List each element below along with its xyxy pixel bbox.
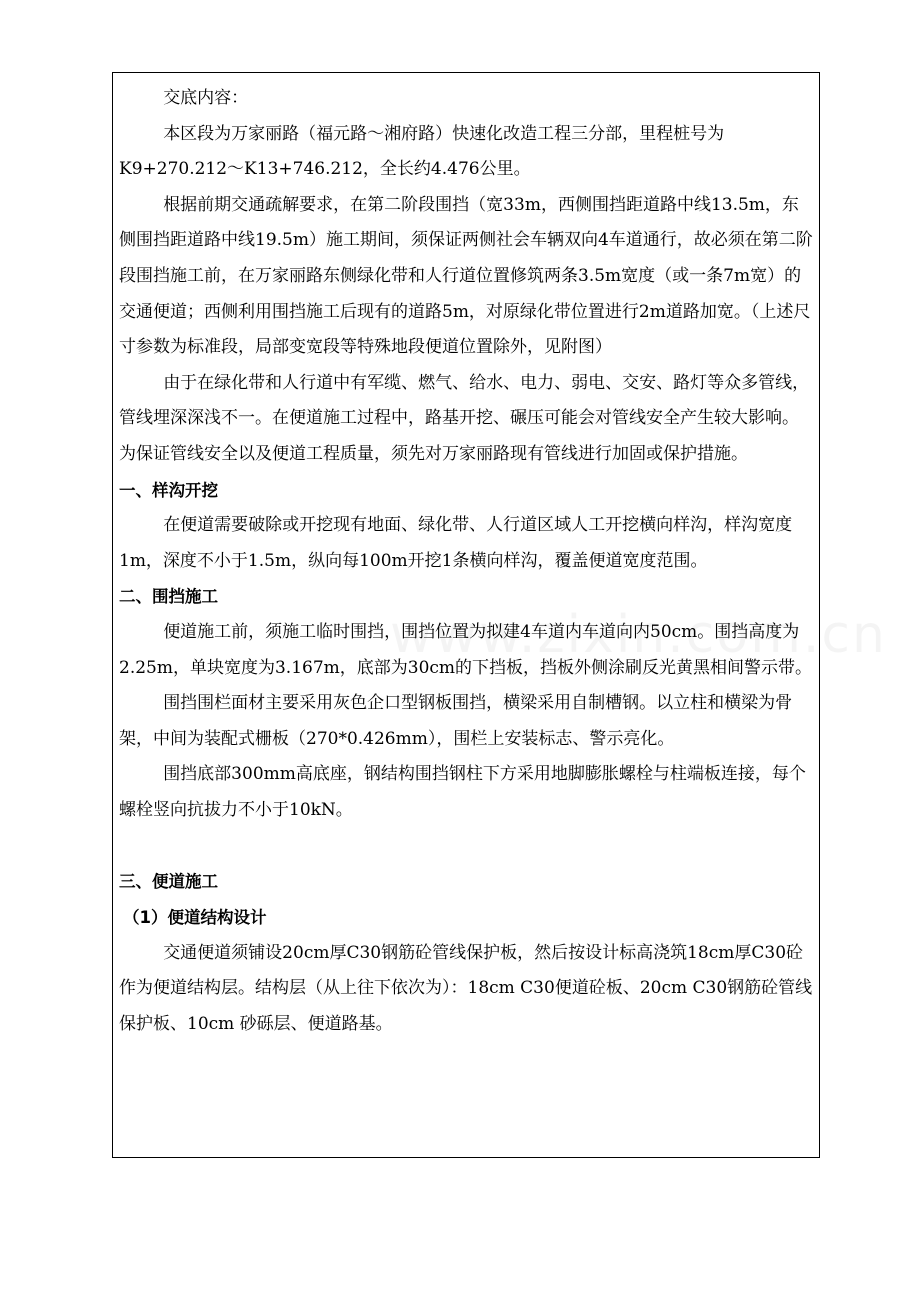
paragraph-pipeline-protection: 由于在绿化带和人行道中有军缆、燃气、给水、电力、弱电、交安、路灯等众多管线，管线埋深深浅不一。在便道施工过程中，路基开挖、碾压可能会对管线安全产生较大影响。为保证管线安全以及便道工程质量，须先对万家丽路现有管线进行加固或保护措施。: [119, 372, 810, 464]
section-3-subtitle: （1）便道结构设计: [123, 908, 267, 928]
section-1-title: 一、样沟开挖: [119, 480, 218, 500]
section-2-paragraph-1: 便道施工前，须施工临时围挡，围挡位置为拟建4车道内车道向内50cm。围挡高度为2.25m，单块宽度为3.167m，底部为30cm的下挡板，挡板外侧涂刷反光黄黑相间警示带。: [119, 621, 813, 678]
intro-label: 交底内容：: [163, 88, 249, 108]
section-2-paragraph-2: 围挡围栏面材主要采用灰色企口型钢板围挡，横梁采用自制槽钢。以立柱和横梁为骨架，中间为装配式栅板（270*0.426mm），围栏上安装标志、警示亮化。: [119, 693, 793, 749]
section-2-paragraph-3: 围挡底部300mm高底座，钢结构围挡钢柱下方采用地脚膨胀螺栓与柱端板连接，每个螺栓竖向抗拔力不小于10kN。: [119, 764, 806, 820]
document-content: [119, 81, 813, 1042]
section-3-paragraph: 交通便道须铺设20cm厚C30钢筋砼管线保护板，然后按设计标高浇筑18cm厚C30砼作为便道结构层。结构层（从上往下依次为）：18cm C30便道砼板、20cm C30钢筋砼管线保护板、10cm 砂砾层、便道路基。: [119, 942, 813, 1034]
paragraph-traffic-requirement: 根据前期交通疏解要求，在第二阶段围挡（宽33m，西侧围挡距道路中线13.5m，东侧围挡距道路中线19.5m）施工期间，须保证两侧社会车辆双向4车道通行，故必须在第二阶段围挡施工前，在万家丽路东侧绿化带和人行道位置修筑两条3.5m宽度（或一条7m宽）的交通便道；西侧利用围挡施工后现有的道路5m，对原绿化带位置进行2m道路加宽。（上述尺寸参数为标准段，局部变宽段等特殊地段便道位置除外，见附图）: [119, 194, 813, 358]
blank-line: [119, 828, 813, 864]
document-frame: [112, 72, 820, 1158]
section-2-title: 二、围挡施工: [119, 587, 218, 607]
section-1-paragraph: 在便道需要破除或开挖现有地面、绿化带、人行道区域人工开挖横向样沟，样沟宽度1m，深度不小于1.5m，纵向每100m开挖1条横向样沟，覆盖便道宽度范围。: [119, 515, 793, 571]
section-3-title: 三、便道施工: [119, 872, 218, 892]
paragraph-project-scope: 本区段为万家丽路（福元路～湘府路）快速化改造工程三分部，里程桩号为K9+270.212～K13+746.212，全长约4.476公里。: [119, 123, 725, 180]
